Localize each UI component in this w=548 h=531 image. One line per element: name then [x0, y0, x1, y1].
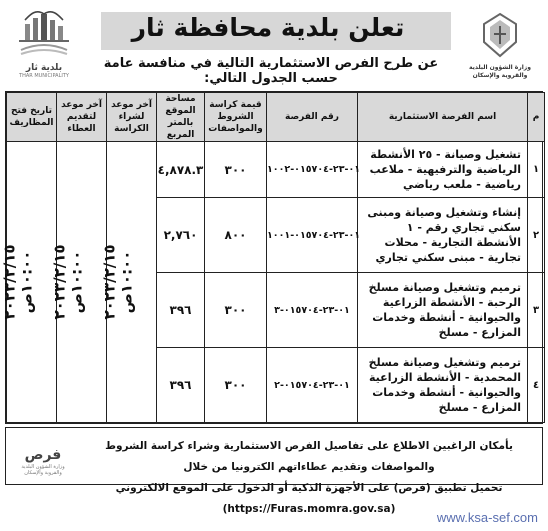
furas-logo: [14, 436, 72, 480]
header-purchase: آخر موعد لشراء الكراسة: [107, 93, 157, 142]
footer-line-1: يأمكان الراغبين الاطلاع على تفاصيل الفرص الاستثمارية وشراء كراسة الشروط والمواصفات وتقديم عطاءاتهم الكترونيا من خلال: [105, 440, 513, 473]
header-index: م: [528, 93, 545, 142]
announcement-header: [5, 4, 543, 90]
row-index: ٤: [528, 348, 545, 423]
row-name: تشغيل وصيانة - ٢٥ الأنشطة الرياضية والترفيهية - ملاعب رياضية - ملعب رياضي: [358, 142, 528, 198]
row-price: ٣٠٠: [205, 142, 267, 198]
page-subtitle: عن طرح الفرص الاستثمارية التالية في منافسة عامة حسب الجدول التالي:: [103, 56, 439, 86]
purchase-deadline: [101, 244, 135, 319]
row-price: ٣٠٠: [205, 348, 267, 423]
row-code: ٠١-٢٣-٠١٥٧٠٤-٢: [267, 348, 358, 423]
page-title: تعلن بلدية محافظة ثار: [131, 13, 405, 42]
opportunities-table: [0, 91, 543, 424]
footer-text: [82, 436, 536, 520]
submit-deadline: [51, 244, 85, 319]
left-logo-label: بلدية ثار: [25, 63, 63, 73]
header-open: تاريخ فتح المظاريف: [7, 93, 57, 142]
furas-word: فرص: [24, 447, 62, 463]
submit-date: ٢٠٢٣/٢/١٥: [50, 244, 69, 320]
right-logo-label: وزارة الشؤون البلدية والقروية والإسكان: [468, 64, 531, 79]
header-area: مساحة الموقع بالمتر المربع: [157, 93, 205, 142]
footer-line-2: تحميل تطبيق (فرص) على الأجهزة الذكية أو الدخول على الموقع الالكتروني (https://Furas.momra.gov.sa): [115, 482, 503, 515]
row-name: ترميم وتشغيل وصيانة مسلخ المحمدية - الأنشطة الزراعية والحيوانية - أنشطة وخدمات المزارع - مسلخ: [358, 348, 528, 423]
header-price: قيمة كراسة الشروط والمواصفات: [205, 93, 267, 142]
row-name: ترميم وتشغيل وصيانة مسلخ الرحبة - الأنشطة الزراعية والحيوانية - أنشطة وخدمات المزارع - مسلخ: [358, 273, 528, 348]
thar-municipality-logo: [11, 10, 77, 82]
ministry-logo: [461, 12, 539, 88]
row-area: ٣٩٦: [157, 273, 205, 348]
ministry-emblem-icon: [480, 12, 520, 58]
table-row: [7, 142, 545, 198]
submit-time: ١٠:٠٠ص: [67, 250, 86, 314]
header-submit: آخر موعد لتقديم العطاء: [57, 93, 107, 142]
table-header-row: [7, 93, 545, 142]
row-price: ٣٠٠: [205, 273, 267, 348]
open-time: ١٠:٠٠ص: [17, 250, 36, 314]
row-area: ٤,٨٧٨.٣: [157, 142, 205, 198]
open-deadline: [1, 244, 35, 319]
purchase-date: ٢٠٢٣/٢/١٥: [100, 244, 119, 320]
row-index: ٢: [528, 198, 545, 273]
furas-small: وزارة الشؤون البلدية والقروية والإسكان: [21, 464, 65, 476]
left-logo-sub: THAR MUNICIPALITY: [19, 73, 69, 79]
site-watermark: www.ksa-sef.com: [436, 510, 538, 525]
open-date: ٢٠٢٣/٢/١٥: [0, 244, 19, 320]
row-code: ٠١-٢٣-٠١٥٧٠٤-١٠٠٢: [267, 142, 358, 198]
header-code: رقم الفرصة: [267, 93, 358, 142]
row-area: ٢,٧٦٠: [157, 198, 205, 273]
header-name: اسم الفرصة الاستثمارية: [358, 93, 528, 142]
row-area: ٣٩٦: [157, 348, 205, 423]
row-code: ٠١-٢٣-٠١٥٧٠٤-٣: [267, 273, 358, 348]
row-code: ٠١-٢٣-٠١٥٧٠٤-١٠٠١: [267, 198, 358, 273]
row-price: ٨٠٠: [205, 198, 267, 273]
palm-tower-icon: [15, 10, 73, 58]
purchase-time: ١٠:٠٠ص: [117, 250, 136, 314]
purchase-deadline-cell: [100, 142, 157, 423]
row-name: إنشاء وتشغيل وصيانة ومبنى سكني تجاري رقم - ١ الأنشطة التجارية - محلات تجارية - مبنى سكني تجاري: [358, 198, 528, 273]
row-index: ١: [528, 142, 545, 198]
footer-notice: [5, 427, 543, 515]
row-index: ٣: [528, 273, 545, 348]
